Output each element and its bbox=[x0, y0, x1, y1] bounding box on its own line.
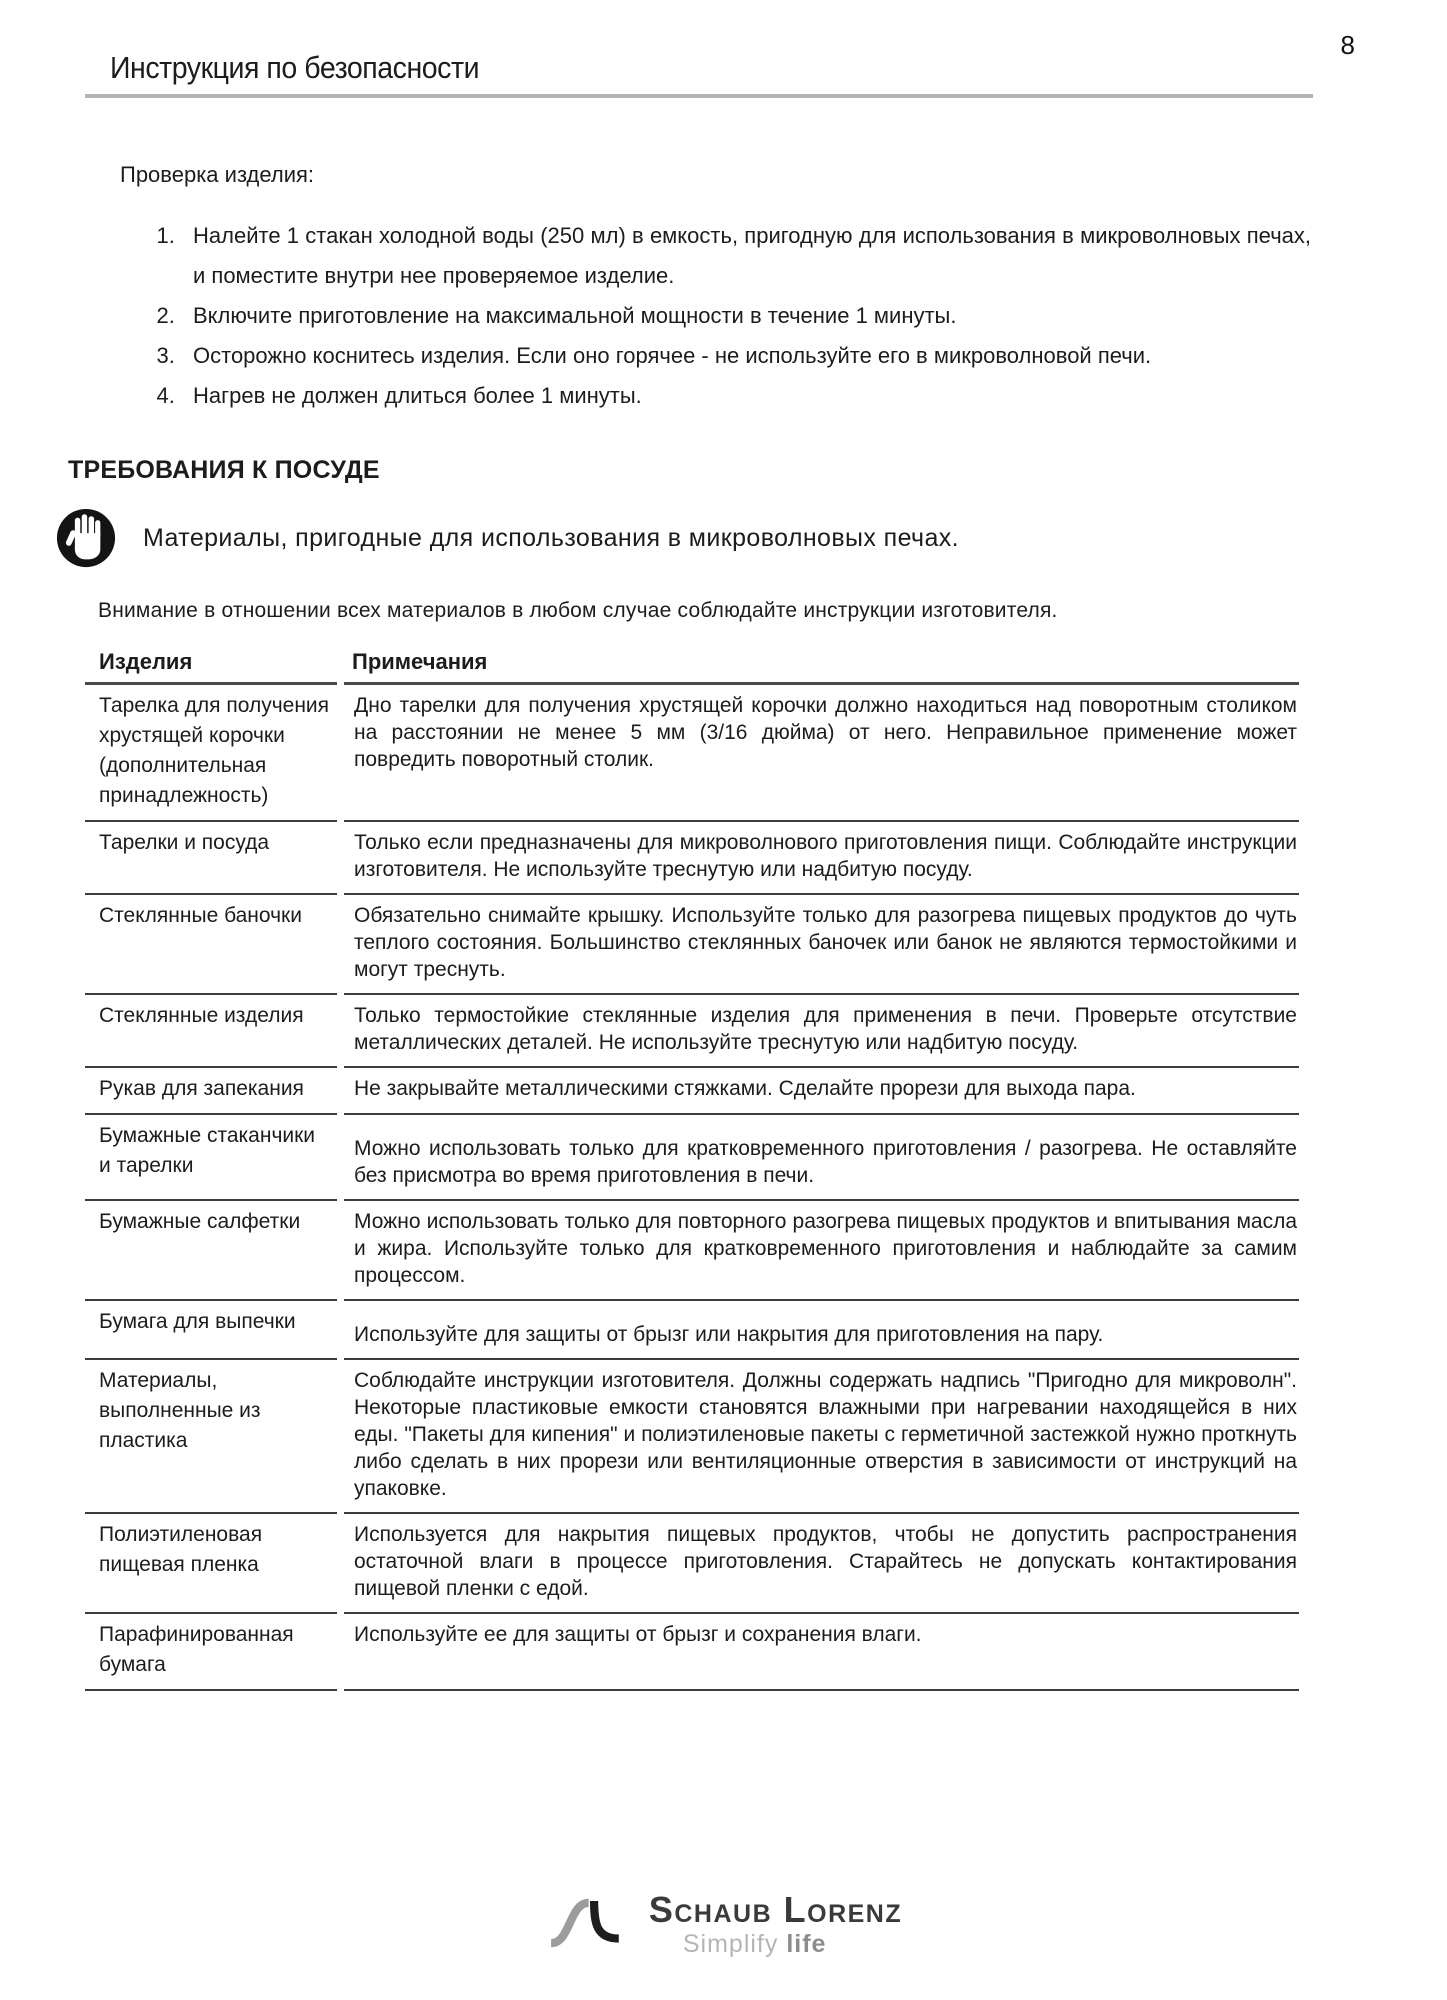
page-number: 8 bbox=[1340, 30, 1355, 60]
table-row bbox=[85, 1514, 1299, 1614]
table-row bbox=[85, 1115, 1299, 1201]
page-header bbox=[85, 34, 1313, 98]
note-cell: Можно использовать только для повторного разогрева пищевых продуктов и впитывания масла и жира. Используйте только для кратковременного приготовления и наблюдайте за самим процессом. bbox=[344, 1201, 1299, 1301]
title-rule bbox=[85, 94, 1313, 98]
item-cell: Полиэтиленовая пищевая пленка bbox=[85, 1514, 337, 1614]
column-header-notes: Примечания bbox=[344, 649, 1299, 685]
section-heading: ТРЕБОВАНИЯ К ПОСУДЕ bbox=[68, 456, 380, 484]
item-cell: Парафинированная бумага bbox=[85, 1614, 337, 1691]
item-cell: Бумага для выпечки bbox=[85, 1301, 337, 1360]
check-step: 2. Включите приготовление на максимальной мощности в течение 1 минуты. bbox=[181, 296, 1313, 336]
table-row bbox=[85, 1301, 1299, 1360]
materials-subheading-row bbox=[55, 507, 1313, 569]
brand-footer bbox=[545, 1891, 902, 1960]
schaub-lorenz-sl-icon bbox=[545, 1891, 637, 1960]
table-row bbox=[85, 895, 1299, 995]
table-row bbox=[85, 822, 1299, 895]
note-cell: Используйте ее для защиты от брызг и сохранения влаги. bbox=[344, 1614, 1299, 1691]
hand-stop-icon bbox=[55, 507, 117, 569]
table-header-row bbox=[85, 649, 1299, 685]
item-cell: Бумажные салфетки bbox=[85, 1201, 337, 1301]
table-row bbox=[85, 1201, 1299, 1301]
item-cell: Рукав для запекания bbox=[85, 1068, 337, 1115]
item-cell: Стеклянные баночки bbox=[85, 895, 337, 995]
note-cell: Только если предназначены для микроволнового приготовления пищи. Соблюдайте инструкции изготовителя. Не используйте треснутую или надбитую посуду. bbox=[344, 822, 1299, 895]
note-cell: Дно тарелки для получения хрустящей корочки должно находиться над поворотным столиком на расстоянии не менее 5 мм (3/16 дюйма) от него. Неправильное применение может повредить поворотный столик. bbox=[344, 685, 1299, 822]
check-steps-list bbox=[85, 216, 1313, 416]
brand-name: Schaub Lorenz bbox=[648, 1889, 903, 1930]
brand-tagline bbox=[683, 1930, 902, 1959]
brand-text-block bbox=[648, 1889, 903, 1959]
tagline-bold: life bbox=[786, 1930, 827, 1958]
item-cell: Тарелки и посуда bbox=[85, 822, 337, 895]
note-cell: Только термостойкие стеклянные изделия для применения в печи. Проверьте отсутствие металлических деталей. Не используйте треснутую или надбитую посуду. bbox=[344, 995, 1299, 1068]
check-step: 4. Нагрев не должен длиться более 1 минуты. bbox=[181, 376, 1313, 416]
item-cell: Тарелка для получения хрустящей корочки (дополнительная принадлежность) bbox=[85, 685, 337, 822]
note-cell: Используйте для защиты от брызг или накрытия для приготовления на пару. bbox=[344, 1301, 1299, 1360]
table-row bbox=[85, 685, 1299, 822]
table-row bbox=[85, 1614, 1299, 1691]
note-cell: Не закрывайте металлическими стяжками. Сделайте прорези для выхода пара. bbox=[344, 1068, 1299, 1115]
section-subheading: Материалы, пригодные для использования в микроволновых печах. bbox=[143, 523, 960, 552]
item-cell: Бумажные стаканчики и тарелки bbox=[85, 1115, 337, 1201]
note-cell: Используется для накрытия пищевых продуктов, чтобы не допустить распространения остаточной влаги в процессе приготовления. Старайтесь не допускать контактирования пищевой пленки с едой. bbox=[344, 1514, 1299, 1614]
tagline-light: Simplify bbox=[682, 1930, 779, 1958]
table-row bbox=[85, 1360, 1299, 1514]
page-title: Инструкция по безопасности bbox=[110, 50, 480, 85]
section-note: Внимание в отношении всех материалов в любом случае соблюдайте инструкции изготовителя. bbox=[98, 599, 1058, 622]
check-step: 1. Налейте 1 стакан холодной воды (250 мл) в емкость, пригодную для использования в микроволновых печах, и поместите внутри нее проверяемое изделие. bbox=[181, 216, 1313, 296]
check-step: 3. Осторожно коснитесь изделия. Если оно горячее - не используйте его в микроволновой печи. bbox=[181, 336, 1313, 376]
materials-table bbox=[78, 649, 1306, 1691]
check-lead: Проверка изделия: bbox=[120, 162, 315, 187]
column-header-items: Изделия bbox=[85, 649, 337, 685]
item-cell: Стеклянные изделия bbox=[85, 995, 337, 1068]
table-row bbox=[85, 1068, 1299, 1115]
note-cell: Можно использовать только для кратковременного приготовления / разогрева. Не оставляйте без присмотра во время приготовления в печи. bbox=[344, 1115, 1299, 1201]
note-cell: Обязательно снимайте крышку. Используйте только для разогрева пищевых продуктов до чуть теплого состояния. Большинство стеклянных баночек или банок не являются термостойкими и могут треснуть. bbox=[344, 895, 1299, 995]
note-cell: Соблюдайте инструкции изготовителя. Должны содержать надпись "Пригодно для микроволн". Некоторые пластиковые емкости становятся влажными при нагревании находящейся в них еды. "Пакеты для кипения" и полиэтиленовые пакеты с герметичной застежкой нужно проткнуть либо сделать в них прорези или вентиляционные отверстия в зависимости от инструкций на упаковке. bbox=[344, 1360, 1299, 1514]
item-cell: Материалы, выполненные из пластика bbox=[85, 1360, 337, 1514]
table-row bbox=[85, 995, 1299, 1068]
